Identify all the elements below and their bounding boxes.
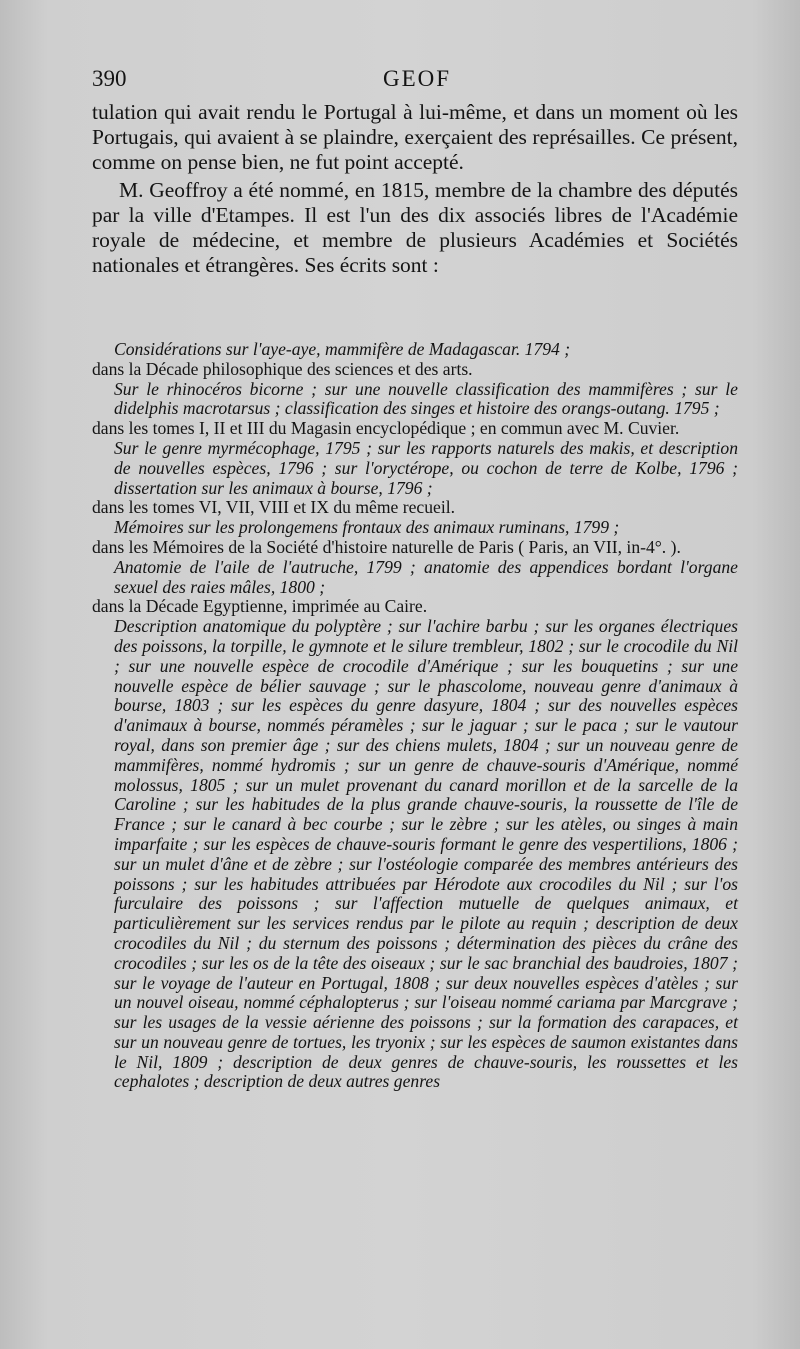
page-number: 390 [92,66,127,91]
bibliography-entry [92,439,738,518]
entry-source: dans les Mémoires de la Société d'histoire naturelle de Paris ( Paris, an VII, in-4°. ). [92,536,681,557]
entry-source: dans les tomes I, II et III du Magasin encyclopédique ; en commun avec M. Cuvier. [92,418,680,439]
entry-title: Anatomie de l'aile de l'autruche, 1799 ; anatomie des appendices bordant l'organe sexuel des raies mâles, 1800 ; [114,556,738,597]
bibliography-entry [92,518,738,558]
entry-source: dans la Décade Egyptienne, imprimée au Caire. [92,596,428,617]
intro-paragraph: tulation qui avait rendu le Portugal à lui-même, et dans un moment où les Portugais, qui avaient à se plaindre, exerçaient des représailles. Ce présent, comme on pense bien, ne fut point accepté. [92,100,738,174]
entry-title: Sur le genre myrmécophage, 1795 ; sur les rapports naturels des makis, et description de nouvelles espèces, 1796 ; sur l'oryctérope, ou cochon de terre de Kolbe, 1796 ; dissertation sur les animaux à bourse, 1796 ; [114,437,738,498]
entry-title: Description anatomique du polyptère ; sur l'achire barbu ; sur les organes électriques des poissons, la torpille, le gymnote et le silure trembleur, 1802 ; sur le crocodile du Nil ; sur une nouvelle espèce de crocodile d'Amérique ; sur les bouquetins ; sur une nouvelle espèce de bélier sauvage ; sur le phascolome, nouveau genre d'animaux à bourse, 1803 ; sur les espèces du genre dasyure, 1804 ; sur des nouvelles espèces d'animaux à bourse, nommés péramèles ; sur le jaguar ; sur le paca ; sur le vautour royal, dans son premier âge ; sur des chiens mulets, 1804 ; sur un nouveau genre de mammifères, nommé hydromis ; sur un genre de chauve-souris d'Amérique, nommé molossus, 1805 ; sur un mulet provenant du canard morillon et de la sarcelle de la Caroline ; sur les habitudes de la plus grande chauve-souris, la roussette de l'île de France ; sur le canard à bec courbe ; sur le zèbre ; sur les atèles, ou singes à main imparfaite ; sur les espèces de chauve-souris formant le genre des vespertilions, 1806 ; sur un mulet d'âne et de zèbre ; sur l'ostéologie comparée des membres antérieurs des poissons ; sur les habitudes attribuées par Hérodote aux crocodiles du Nil ; sur l'os furculaire des poissons ; sur l'affection mutuelle de quelques animaux, et particulièrement sur les services rendus par le pilote au requin ; description de deux crocodiles du Nil ; du sternum des poissons ; détermination des pièces du crâne des crocodiles ; sur les os de la tête des oiseaux ; sur le sac branchial des baudroies, 1807 ; sur le voyage de l'auteur en Portugal, 1808 ; sur deux nouvelles espèces d'atèles ; sur un nouvel oiseau, nommé céphalopterus ; sur l'oiseau nommé cariama par Marcgrave ; sur les usages de la vessie aérienne des poissons ; sur la formation des carapaces, et sur un nouveau genre de tortues, les tryonix ; sur les espèces de saumon existantes dans le Nil, 1809 ; description de deux genres de chauve-souris, les roussettes et les cephalotes ; description de deux autres genres [114,616,738,1092]
intro-paragraph: M. Geoffroy a été nommé, en 1815, membre de la chambre des députés par la ville d'Etampes. Il est l'un des dix associés libres de l'Académie royale de médecine, et membre de plusieurs Académies et Sociétés nationales et étrangères. Ses écrits sont : [92,178,738,277]
page-header [92,66,742,96]
bibliography-entry [92,340,738,380]
entry-source: dans la Décade philosophique des sciences et des arts. [92,358,473,379]
bibliography-entry [92,558,738,617]
entry-source: dans les tomes VI, VII, VIII et IX du même recueil. [92,497,456,518]
intro-text [92,100,738,278]
bibliography-entry [92,380,738,439]
entry-title: Considérations sur l'aye-aye, mammifère de Madagascar. 1794 ; [114,339,571,359]
bibliography-list [92,340,738,1092]
entry-title: Mémoires sur les prolongemens frontaux des animaux ruminans, 1799 ; [114,517,620,538]
bibliography-entry [92,617,738,1092]
running-head: GEOF [382,66,452,91]
entry-title: Sur le rhinocéros bicorne ; sur une nouvelle classification des mammifères ; sur le didelphis macrotarsus ; classification des singes et histoire des orangs-outang. 1795 ; [114,378,738,419]
